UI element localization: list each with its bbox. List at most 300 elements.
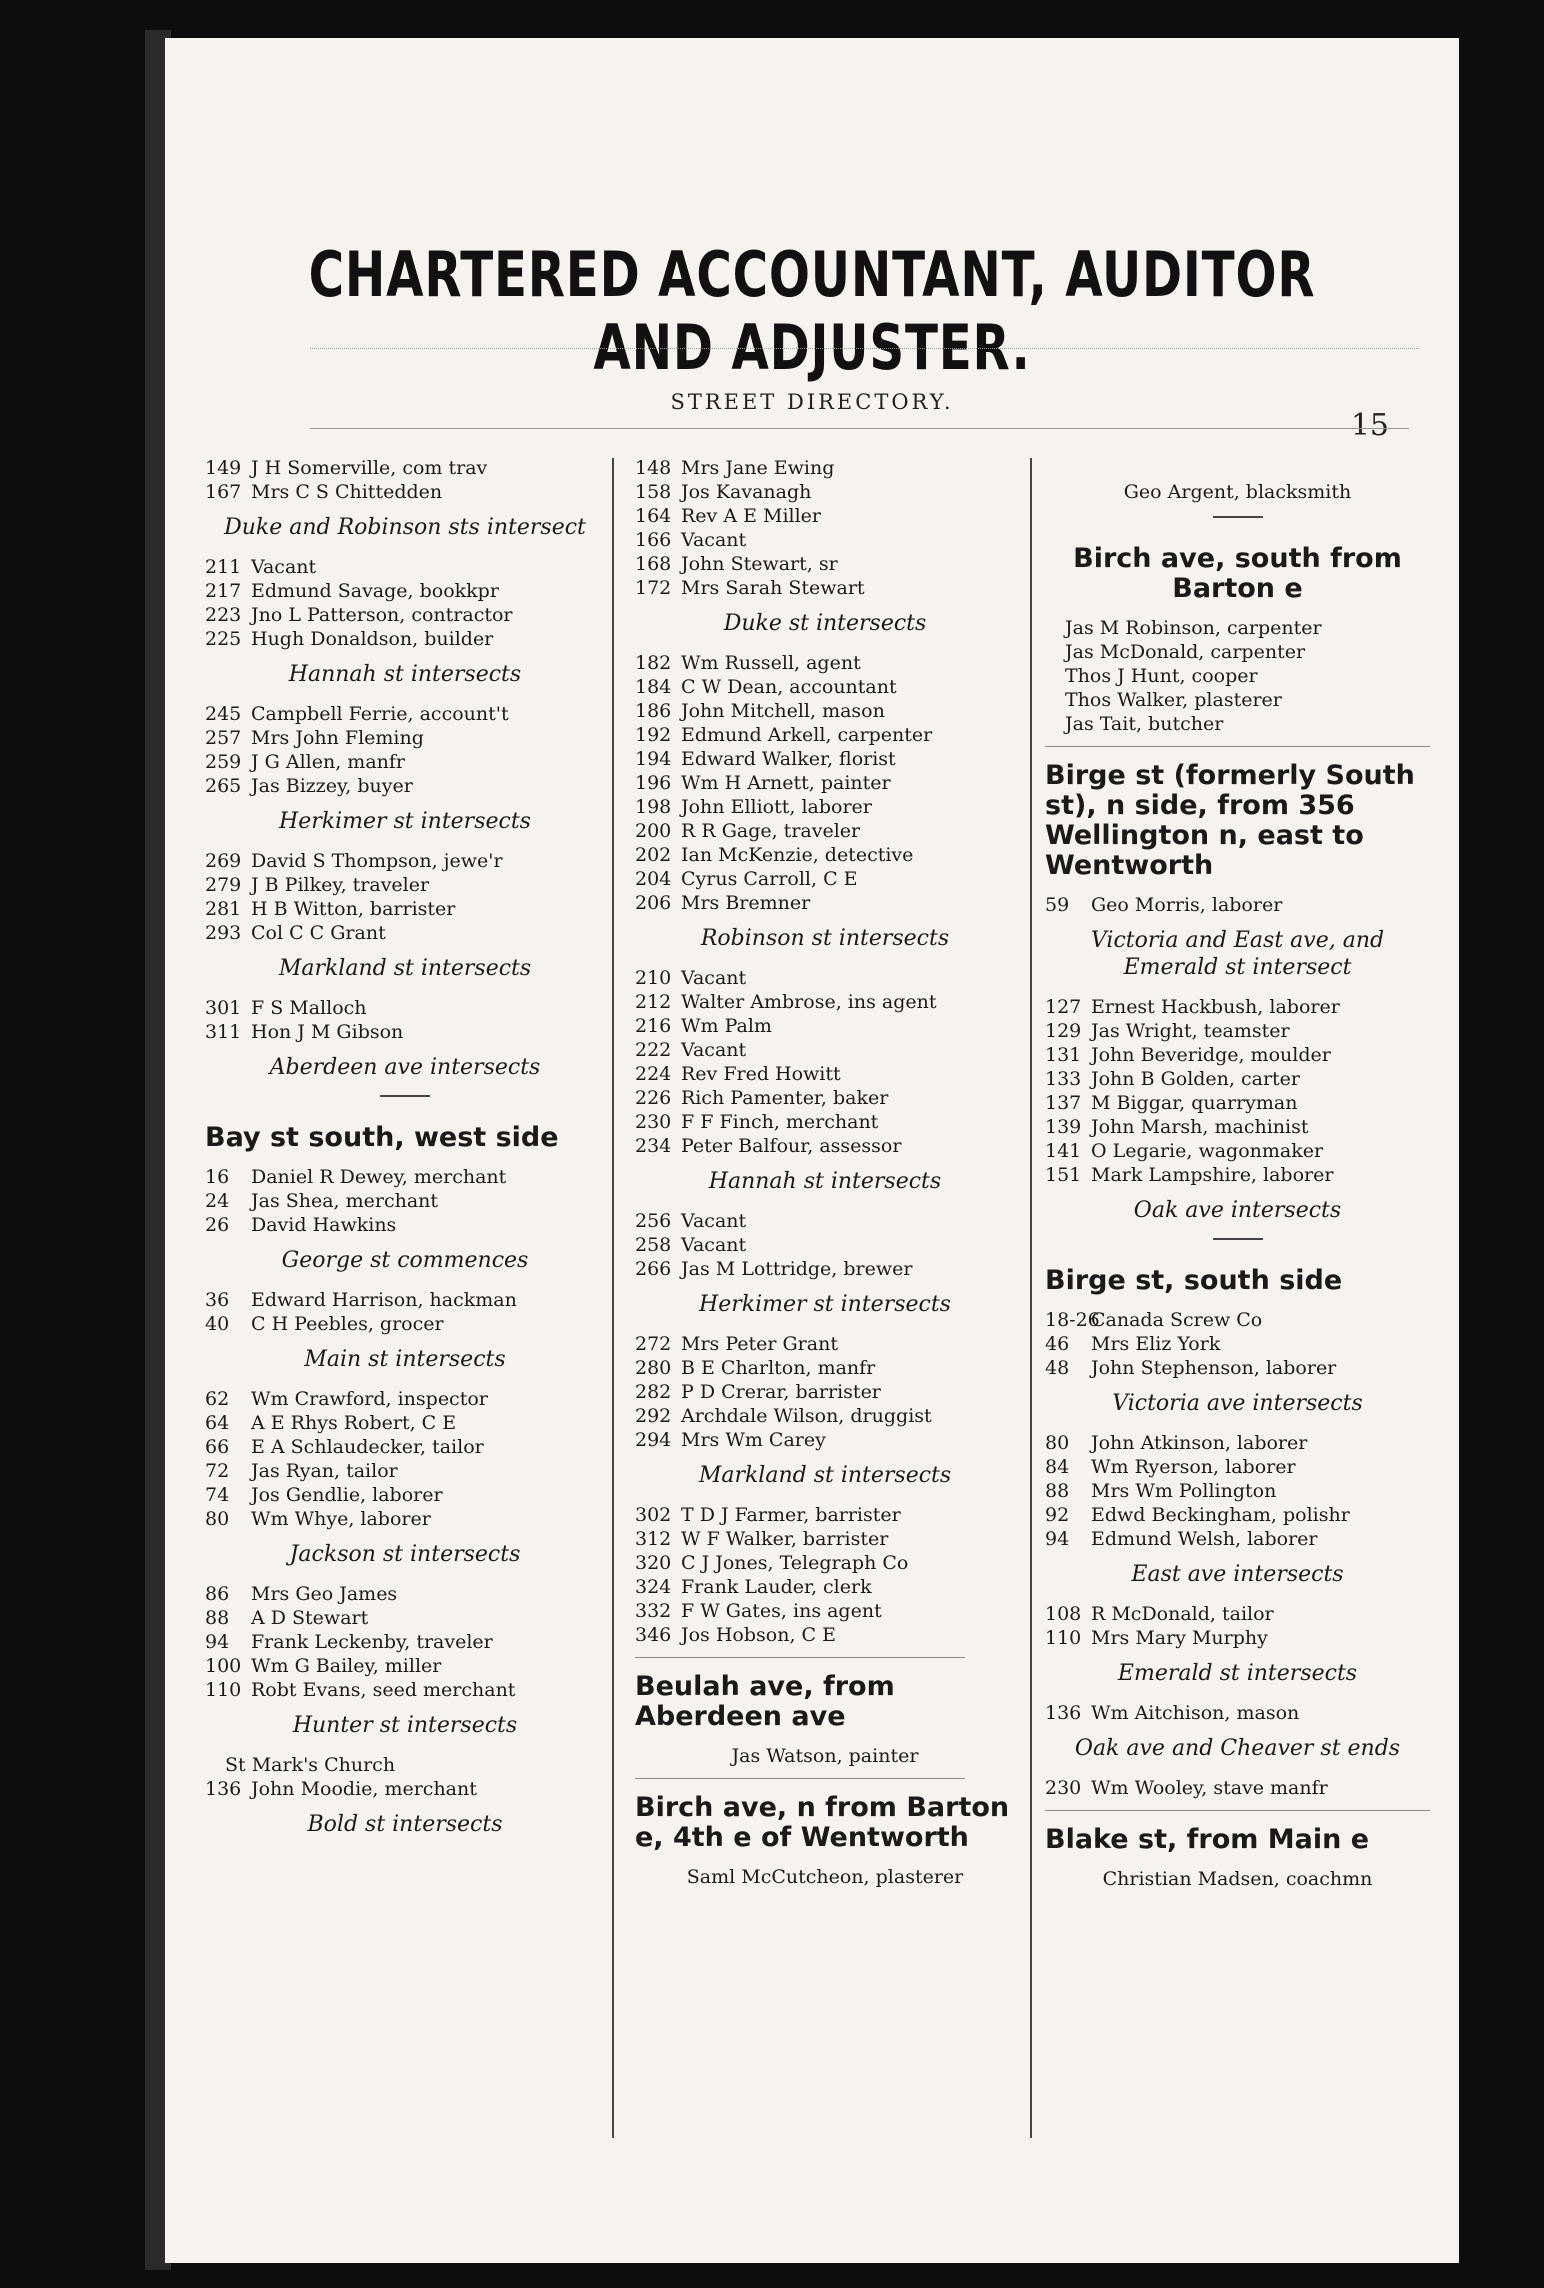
house-number: 46: [1045, 1333, 1070, 1355]
directory-entry: [635, 504, 1015, 528]
resident-name: David S Thompson, jewe'r: [251, 850, 503, 872]
directory-entry: [635, 1623, 1015, 1647]
directory-entry: [635, 1428, 1015, 1452]
house-number: 172: [635, 577, 672, 599]
house-number: 80: [205, 1508, 230, 1530]
house-number: 16: [205, 1166, 230, 1188]
directory-entry: [635, 1257, 1015, 1281]
house-number: 212: [635, 991, 672, 1013]
resident-name: Jos Gendlie, laborer: [251, 1484, 443, 1506]
house-number: 292: [635, 1405, 672, 1427]
directory-entry: [205, 480, 605, 504]
house-number: 24: [205, 1190, 230, 1212]
entries: [205, 996, 605, 1044]
house-number: 136: [205, 1778, 242, 1800]
house-number: 139: [1045, 1116, 1082, 1138]
resident-name: Daniel R Dewey, merchant: [251, 1166, 507, 1188]
house-number: 18-26: [1045, 1309, 1100, 1331]
house-number: 217: [205, 580, 242, 602]
house-number: 216: [635, 1015, 672, 1037]
house-number: 225: [205, 628, 242, 650]
house-number: 136: [1045, 1702, 1082, 1724]
section-rule: [635, 1657, 965, 1658]
entries: [205, 555, 605, 651]
house-number: 94: [1045, 1528, 1070, 1550]
resident-name: Wm Ryerson, laborer: [1091, 1456, 1296, 1478]
resident-name: Vacant: [681, 1210, 747, 1232]
resident-name: Vacant: [681, 1234, 747, 1256]
house-number: 272: [635, 1333, 672, 1355]
house-number: 192: [635, 724, 672, 746]
resident-name: J B Pilkey, traveler: [251, 874, 430, 896]
resident-name: Wm Wooley, stave manfr: [1091, 1777, 1328, 1799]
directory-entry: [205, 627, 605, 651]
house-number: 245: [205, 703, 242, 725]
resident-name: Canada Screw Co: [1091, 1309, 1263, 1331]
house-number: 59: [1045, 894, 1070, 916]
entries: [205, 849, 605, 945]
directory-entry: [635, 843, 1015, 867]
resident-name: Hon J M Gibson: [251, 1021, 404, 1043]
directory-entry: [1045, 1479, 1430, 1503]
directory-entry: [635, 867, 1015, 891]
house-number: 256: [635, 1210, 672, 1232]
house-number: 294: [635, 1429, 672, 1451]
directory-entry: [1045, 995, 1430, 1019]
street-heading: Birge st (formerly South st), n side, from 356 Wellington n, east to Wentworth: [1045, 760, 1415, 881]
house-number: 148: [635, 457, 672, 479]
house-number: 269: [205, 850, 242, 872]
cross-street-note: Hannah st intersects: [288, 662, 522, 687]
resident-name: Edwd Beckingham, polishr: [1091, 1504, 1350, 1526]
entries: [205, 1582, 605, 1702]
directory-entry: [635, 1404, 1015, 1428]
resident-name: F F Finch, merchant: [681, 1111, 879, 1133]
resident-name: Mark Lampshire, laborer: [1091, 1164, 1334, 1186]
resident-name: Mrs Wm Carey: [681, 1429, 826, 1451]
directory-entry: [205, 996, 605, 1020]
house-number: 332: [635, 1600, 672, 1622]
directory-entry: [1045, 1455, 1430, 1479]
directory-entry: [635, 966, 1015, 990]
directory-entry: [1045, 893, 1430, 917]
resident-name: C J Jones, Telegraph Co: [681, 1552, 909, 1574]
directory-entry: [205, 1387, 605, 1411]
column-1: [205, 456, 605, 1852]
directory-entry: [1045, 1067, 1430, 1091]
directory-entry: [635, 1134, 1015, 1158]
entries: [1045, 1431, 1430, 1551]
directory-entry: [205, 1020, 605, 1044]
directory-entry: [205, 456, 605, 480]
directory-entry: [635, 1503, 1015, 1527]
resident-name: F S Malloch: [251, 997, 367, 1019]
house-number: 324: [635, 1576, 672, 1598]
directory-entry: [1045, 1019, 1430, 1043]
cross-street-note: Aberdeen ave intersects: [269, 1055, 541, 1080]
resident-name: Ernest Hackbush, laborer: [1091, 996, 1340, 1018]
street-heading: Bay st south, west side: [205, 1122, 559, 1153]
house-number: 222: [635, 1039, 672, 1061]
resident-entry: Geo Argent, blacksmith: [1123, 481, 1352, 503]
house-number: 266: [635, 1258, 672, 1280]
resident-name: A D Stewart: [251, 1607, 369, 1629]
directory-entry: [635, 1551, 1015, 1575]
house-number: 279: [205, 874, 242, 896]
cross-street-note: Markland st intersects: [698, 1463, 952, 1488]
resident-name: Cyrus Carroll, C E: [681, 868, 858, 890]
directory-entry: [635, 819, 1015, 843]
entries: [1045, 616, 1430, 736]
section-rule: [1045, 1810, 1430, 1811]
resident-name: John Atkinson, laborer: [1091, 1432, 1308, 1454]
resident-name: R McDonald, tailor: [1091, 1603, 1274, 1625]
cross-street-note: Main st intersects: [304, 1347, 506, 1372]
house-number: 311: [205, 1021, 242, 1043]
resident-name: Mrs Eliz York: [1091, 1333, 1221, 1355]
directory-entry: [1045, 616, 1430, 640]
resident-name: David Hawkins: [251, 1214, 397, 1236]
directory-entry: [205, 603, 605, 627]
street-heading: Blake st, from Main e: [1045, 1824, 1370, 1855]
resident-name: Edmund Arkell, carpenter: [681, 724, 933, 746]
resident-name: John B Golden, carter: [1091, 1068, 1300, 1090]
directory-entry: [635, 1062, 1015, 1086]
cross-street-note: Jackson st intersects: [289, 1542, 521, 1567]
directory-entry: [1045, 1332, 1430, 1356]
house-number: 258: [635, 1234, 672, 1256]
resident-entry: Jas Watson, painter: [731, 1745, 919, 1767]
house-number: 62: [205, 1388, 230, 1410]
resident-name: Robt Evans, seed merchant: [251, 1679, 516, 1701]
directory-entry: [205, 1582, 605, 1606]
directory-entry: [635, 699, 1015, 723]
resident-name: F W Gates, ins agent: [681, 1600, 882, 1622]
resident-name: Jas M Lottridge, brewer: [681, 1258, 913, 1280]
directory-entry: [635, 1356, 1015, 1380]
resident-name: H B Witton, barrister: [251, 898, 456, 920]
resident-name: Wm G Bailey, miller: [251, 1655, 442, 1677]
house-number: 133: [1045, 1068, 1082, 1090]
resident-name: Rev Fred Howitt: [681, 1063, 841, 1085]
cross-street-note: Victoria ave intersects: [1112, 1391, 1363, 1416]
resident-name: John Mitchell, mason: [681, 700, 885, 722]
resident-name: Wm Whye, laborer: [251, 1508, 431, 1530]
entries: [635, 966, 1015, 1158]
house-number: 141: [1045, 1140, 1082, 1162]
house-number: 74: [205, 1484, 230, 1506]
directory-entry: [205, 1411, 605, 1435]
resident-name: J G Allen, manfr: [251, 751, 406, 773]
entries: [1045, 995, 1430, 1187]
cross-street-note: Oak ave and Cheaver st ends: [1074, 1736, 1401, 1761]
street-heading: Beulah ave, from Aberdeen ave: [635, 1671, 895, 1732]
house-number: 151: [1045, 1164, 1082, 1186]
house-number: 80: [1045, 1432, 1070, 1454]
directory-entry: [1045, 1503, 1430, 1527]
directory-entry: [635, 1380, 1015, 1404]
resident-name: M Biggar, quarryman: [1091, 1092, 1298, 1114]
directory-entry: [635, 1575, 1015, 1599]
directory-entry: [205, 750, 605, 774]
resident-name: J H Somerville, com trav: [251, 457, 488, 479]
resident-name: Vacant: [681, 1039, 747, 1061]
directory-entry: [635, 795, 1015, 819]
cross-street-note: Duke st intersects: [723, 611, 927, 636]
resident-name: Jas Shea, merchant: [251, 1190, 439, 1212]
section-rule: [1045, 746, 1430, 747]
resident-name: Frank Lauder, clerk: [681, 1576, 872, 1598]
entries: [635, 651, 1015, 915]
house-number: 158: [635, 481, 672, 503]
directory-page: [165, 38, 1459, 2263]
house-number: 66: [205, 1436, 230, 1458]
resident-name: Jas Tait, butcher: [1065, 713, 1224, 735]
resident-name: Vacant: [681, 967, 747, 989]
running-head: STREET DIRECTORY.: [670, 390, 954, 414]
resident-name: John Moodie, merchant: [251, 1778, 477, 1800]
house-number: 202: [635, 844, 672, 866]
resident-name: Jas M Robinson, carpenter: [1065, 617, 1322, 639]
directory-entry: [635, 891, 1015, 915]
house-number: 259: [205, 751, 242, 773]
resident-name: B E Charlton, manfr: [681, 1357, 876, 1379]
resident-entry: Saml McCutcheon, plasterer: [686, 1866, 964, 1888]
entries: [635, 1332, 1015, 1452]
directory-entry: [635, 1038, 1015, 1062]
directory-entry: [635, 552, 1015, 576]
resident-name: Jas McDonald, carpenter: [1065, 641, 1306, 663]
entries: [1045, 1701, 1430, 1725]
directory-entry: [1045, 1308, 1430, 1332]
header-rule: [310, 428, 1409, 429]
directory-entry: [1045, 712, 1430, 736]
resident-name: W F Walker, barrister: [681, 1528, 889, 1550]
divider: [1213, 1238, 1263, 1240]
house-number: 204: [635, 868, 672, 890]
resident-name: Wm H Arnett, painter: [681, 772, 891, 794]
house-number: 312: [635, 1528, 672, 1550]
street-heading: Birge st, south side: [1045, 1265, 1343, 1296]
column-rule-2: [1030, 458, 1032, 2138]
directory-entry: [205, 873, 605, 897]
house-number: 26: [205, 1214, 230, 1236]
house-number: 127: [1045, 996, 1082, 1018]
directory-entry: [1045, 1091, 1430, 1115]
house-number: 196: [635, 772, 672, 794]
house-number: 110: [1045, 1627, 1082, 1649]
resident-name: Archdale Wilson, druggist: [681, 1405, 932, 1427]
directory-entry: [205, 1312, 605, 1336]
directory-entry: [205, 1753, 605, 1777]
house-number: 72: [205, 1460, 230, 1482]
banner-heading: CHARTERED ACCOUNTANT, AUDITOR AND ADJUSTER.: [308, 238, 1316, 384]
house-number: 94: [205, 1631, 230, 1653]
column-2: [635, 456, 1015, 1889]
house-number: 168: [635, 553, 672, 575]
entries: [635, 1503, 1015, 1647]
house-number: 198: [635, 796, 672, 818]
directory-entry: [1045, 1602, 1430, 1626]
cross-street-note: Duke and Robinson sts intersect: [224, 515, 586, 540]
directory-entry: [205, 579, 605, 603]
resident-name: Thos Walker, plasterer: [1065, 689, 1282, 711]
directory-entry: [635, 480, 1015, 504]
house-number: 234: [635, 1135, 672, 1157]
house-number: 64: [205, 1412, 230, 1434]
house-number: 86: [205, 1583, 230, 1605]
resident-name: Walter Ambrose, ins agent: [681, 991, 937, 1013]
resident-name: O Legarie, wagonmaker: [1091, 1140, 1324, 1162]
house-number: 280: [635, 1357, 672, 1379]
house-number: 149: [205, 457, 242, 479]
directory-entry: [205, 1459, 605, 1483]
directory-entry: [635, 747, 1015, 771]
house-number: 230: [635, 1111, 672, 1133]
resident-name: John Stewart, sr: [681, 553, 838, 575]
directory-entry: [205, 1606, 605, 1630]
house-number: 211: [205, 556, 242, 578]
house-number: 129: [1045, 1020, 1082, 1042]
directory-entry: [205, 897, 605, 921]
directory-entry: [205, 1654, 605, 1678]
directory-entry: [205, 1678, 605, 1702]
directory-entry: [635, 1086, 1015, 1110]
entries: [205, 1165, 605, 1237]
entries: [205, 702, 605, 798]
directory-entry: [205, 1777, 605, 1801]
resident-name: Wm Crawford, inspector: [251, 1388, 488, 1410]
resident-name: R R Gage, traveler: [681, 820, 861, 842]
section-rule: [635, 1778, 965, 1779]
house-number: 301: [205, 997, 242, 1019]
house-number: 40: [205, 1313, 230, 1335]
street-heading: Birch ave, n from Barton e, 4th e of Wentworth: [635, 1792, 1010, 1853]
resident-name: John Marsh, machinist: [1091, 1116, 1309, 1138]
resident-name: Rev A E Miller: [681, 505, 822, 527]
directory-entry: [205, 726, 605, 750]
entries: [1045, 893, 1430, 917]
directory-entry: [205, 1165, 605, 1189]
directory-entry: [1045, 664, 1430, 688]
house-number: 282: [635, 1381, 672, 1403]
entries: [1045, 1602, 1430, 1650]
entries: [205, 1288, 605, 1336]
cross-street-note: Emerald st intersects: [1117, 1661, 1358, 1686]
directory-entry: [1045, 1356, 1430, 1380]
street-heading: Birch ave, south from Barton e: [1073, 543, 1402, 604]
resident-name: Jno L Patterson, contractor: [251, 604, 513, 626]
house-number: 131: [1045, 1044, 1082, 1066]
resident-name: John Elliott, laborer: [681, 796, 872, 818]
cross-street-note: Oak ave intersects: [1133, 1198, 1342, 1223]
house-number: 36: [205, 1289, 230, 1311]
resident-name: Wm Aitchison, mason: [1091, 1702, 1300, 1724]
resident-name: C W Dean, accountant: [681, 676, 897, 698]
cross-street-note: Markland st intersects: [278, 956, 532, 981]
house-number: 230: [1045, 1777, 1082, 1799]
page-number: 15: [1350, 408, 1389, 443]
house-number: 302: [635, 1504, 672, 1526]
house-number: 226: [635, 1087, 672, 1109]
directory-entry: [1045, 1139, 1430, 1163]
directory-entry: [205, 1288, 605, 1312]
directory-entry: [635, 1332, 1015, 1356]
resident-entry: Christian Madsen, coachmn: [1102, 1868, 1373, 1890]
directory-entry: [635, 723, 1015, 747]
house-number: 88: [205, 1607, 230, 1629]
resident-name: Ian McKenzie, detective: [681, 844, 914, 866]
column-rule-1: [612, 458, 614, 2138]
house-number: 200: [635, 820, 672, 842]
resident-name: Edward Walker, florist: [681, 748, 896, 770]
house-number: 92: [1045, 1504, 1070, 1526]
resident-name: Mrs John Fleming: [251, 727, 424, 749]
house-number: 293: [205, 922, 242, 944]
directory-entry: [1045, 1776, 1430, 1800]
directory-entry: [635, 1110, 1015, 1134]
directory-entry: [205, 555, 605, 579]
cross-street-note: East ave intersects: [1131, 1562, 1344, 1587]
resident-name: Mrs Sarah Stewart: [681, 577, 865, 599]
directory-entry: [635, 1233, 1015, 1257]
resident-name: St Mark's Church: [225, 1754, 396, 1776]
directory-entry: [205, 774, 605, 798]
directory-entry: [635, 771, 1015, 795]
directory-entry: [635, 651, 1015, 675]
house-number: 166: [635, 529, 672, 551]
directory-entry: [1045, 688, 1430, 712]
house-number: 257: [205, 727, 242, 749]
entries: [205, 1387, 605, 1531]
entries: [1045, 1776, 1430, 1800]
resident-name: Edmund Welsh, laborer: [1091, 1528, 1318, 1550]
resident-name: T D J Farmer, barrister: [681, 1504, 901, 1526]
divider: [1213, 516, 1263, 518]
house-number: 210: [635, 967, 672, 989]
house-number: 206: [635, 892, 672, 914]
resident-name: Jas Ryan, tailor: [251, 1460, 398, 1482]
directory-entry: [205, 702, 605, 726]
directory-entry: [1045, 1163, 1430, 1187]
resident-name: Rich Pamenter, baker: [681, 1087, 889, 1109]
directory-entry: [635, 1209, 1015, 1233]
house-number: 320: [635, 1552, 672, 1574]
cross-street-note: Hunter st intersects: [292, 1713, 518, 1738]
entries: [635, 456, 1015, 600]
entries: [635, 1209, 1015, 1281]
banner-rule: [310, 348, 1419, 349]
directory-entry: [1045, 1115, 1430, 1139]
entries: [1045, 1308, 1430, 1380]
directory-entry: [1045, 1701, 1430, 1725]
resident-name: Mrs Wm Pollington: [1091, 1480, 1277, 1502]
column-3: [1045, 456, 1430, 1891]
resident-name: Mrs Jane Ewing: [681, 457, 835, 479]
directory-entry: [205, 1213, 605, 1237]
resident-name: Jos Kavanagh: [681, 481, 812, 503]
resident-name: Thos J Hunt, cooper: [1065, 665, 1258, 687]
resident-name: E A Schlaudecker, tailor: [251, 1436, 484, 1458]
directory-entry: [1045, 640, 1430, 664]
house-number: 346: [635, 1624, 672, 1646]
entries: [205, 456, 605, 504]
resident-name: Mrs C S Chittedden: [251, 481, 443, 503]
house-number: 265: [205, 775, 242, 797]
resident-name: Mrs Mary Murphy: [1091, 1627, 1268, 1649]
house-number: 281: [205, 898, 242, 920]
house-number: 110: [205, 1679, 242, 1701]
